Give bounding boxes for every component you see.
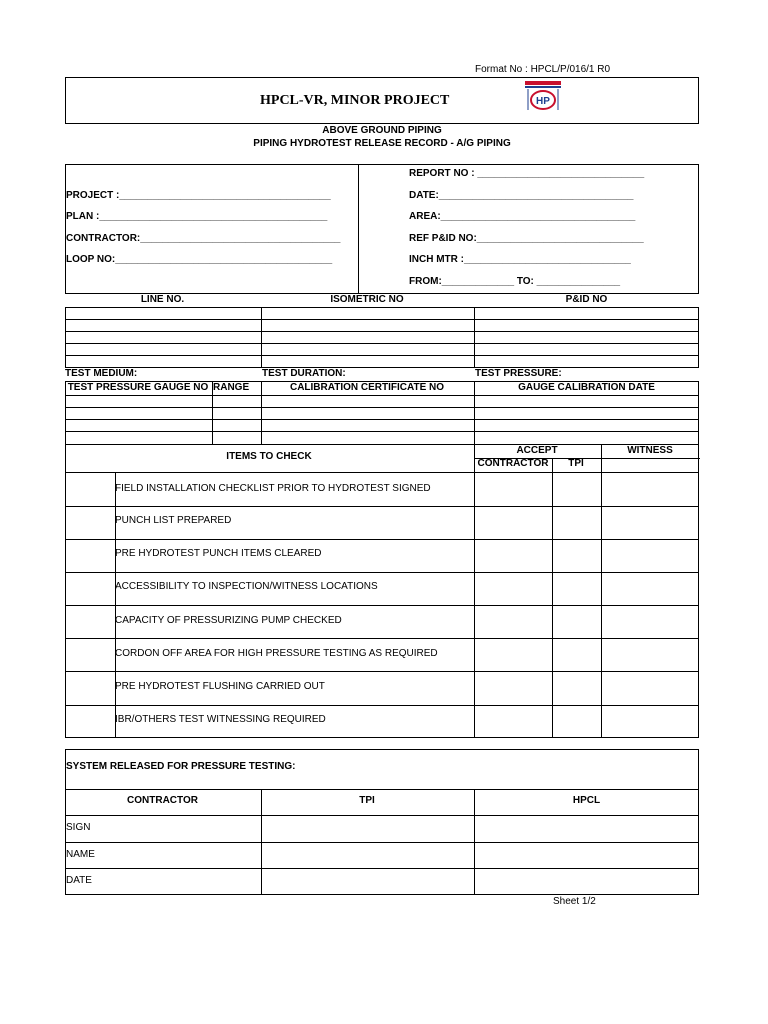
area-field[interactable]: AREA:___________________________________ — [409, 211, 636, 222]
ref-pid-field[interactable]: REF P&ID NO:______________________________ — [409, 233, 644, 244]
witness-header: WITNESS — [627, 445, 673, 456]
name-row-label: NAME — [66, 849, 95, 860]
subtitle-record: PIPING HYDROTEST RELEASE RECORD - A/G PIPING — [253, 138, 511, 149]
check-item-4: ACCESSIBILITY TO INSPECTION/WITNESS LOCATIONS — [115, 581, 378, 592]
isometric-no-header: ISOMETRIC NO — [330, 294, 404, 305]
loop-no-field[interactable]: LOOP NO:_______________________________________ — [66, 254, 333, 265]
test-medium-label: TEST MEDIUM: — [65, 368, 138, 379]
from-to-field[interactable]: FROM:_____________ TO: _______________ — [409, 276, 621, 287]
release-hpcl-header: HPCL — [572, 795, 601, 806]
range-header: RANGE — [213, 382, 250, 393]
subtitle-above-ground: ABOVE GROUND PIPING — [322, 125, 442, 136]
hp-logo — [524, 80, 562, 112]
page-title: HPCL-VR, MINOR PROJECT — [260, 93, 450, 108]
tpi-subheader: TPI — [568, 458, 584, 469]
sheet-number: Sheet 1/2 — [553, 896, 596, 907]
check-item-2: PUNCH LIST PREPARED — [115, 515, 232, 526]
check-item-6: CORDON OFF AREA FOR HIGH PRESSURE TESTING AS REQUIRED — [115, 648, 438, 659]
accept-header: ACCEPT — [516, 445, 558, 456]
project-info-box — [65, 164, 699, 294]
line-table — [65, 307, 699, 368]
contractor-field[interactable]: CONTRACTOR:____________________________________ — [66, 233, 341, 244]
pid-no-header: P&ID NO — [565, 294, 608, 305]
inch-mtr-field[interactable]: INCH MTR :______________________________ — [409, 254, 631, 265]
release-contractor-header: CONTRACTOR — [127, 795, 198, 806]
calibration-cert-header: CALIBRATION CERTIFICATE NO — [289, 382, 445, 393]
release-tpi-header: TPI — [359, 795, 375, 806]
info-divider — [358, 165, 359, 293]
check-item-7: PRE HYDROTEST FLUSHING CARRIED OUT — [115, 681, 325, 692]
report-no-field[interactable]: REPORT NO : ______________________________ — [409, 168, 645, 179]
test-pressure-label: TEST PRESSURE: — [475, 368, 562, 379]
date-field[interactable]: DATE:___________________________________ — [409, 190, 634, 201]
check-item-3: PRE HYDROTEST PUNCH ITEMS CLEARED — [115, 548, 322, 559]
check-item-8: IBR/OTHERS TEST WITNESSING REQUIRED — [115, 714, 326, 725]
check-item-1: FIELD INSTALLATION CHECKLIST PRIOR TO HYDROTEST SIGNED — [115, 483, 431, 494]
line-no-header: LINE NO. — [140, 294, 185, 305]
format-number: Format No : HPCL/P/016/1 R0 — [475, 64, 611, 75]
sign-row-label: SIGN — [66, 822, 91, 833]
gauge-no-header: TEST PRESSURE GAUGE NO — [67, 382, 209, 393]
hp-logo-text: HP — [536, 96, 550, 107]
plan-field[interactable]: PLAN :_________________________________________ — [66, 211, 328, 222]
system-released-title: SYSTEM RELEASED FOR PRESSURE TESTING: — [66, 761, 296, 772]
check-item-5: CAPACITY OF PRESSURIZING PUMP CHECKED — [115, 615, 342, 626]
title-box — [65, 77, 699, 124]
test-duration-label: TEST DURATION: — [262, 368, 346, 379]
items-to-check-header: ITEMS TO CHECK — [226, 451, 312, 462]
gauge-calibration-date-header: GAUGE CALIBRATION DATE — [518, 382, 655, 393]
contractor-subheader: CONTRACTOR — [477, 458, 549, 469]
project-field[interactable]: PROJECT :______________________________________ — [66, 190, 331, 201]
date-row-label: DATE — [66, 875, 92, 886]
